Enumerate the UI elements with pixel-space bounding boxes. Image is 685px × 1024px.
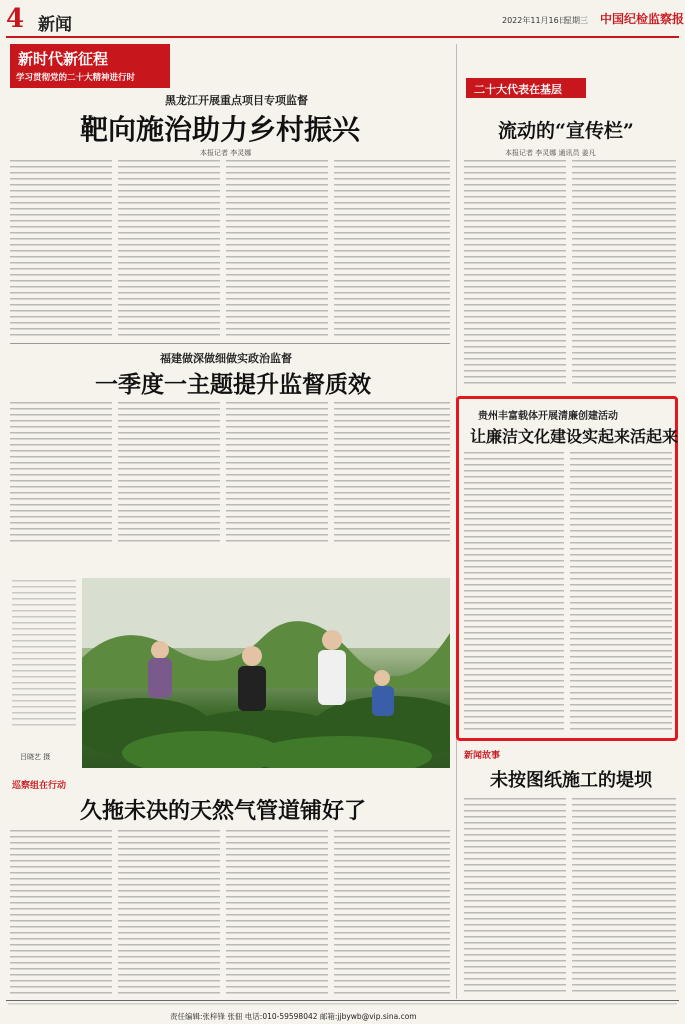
article-3-byline: 本报记者 李灵娜 通讯员 姜凡	[505, 149, 596, 157]
page-number: 4	[6, 4, 25, 34]
article-2-body-col-1	[10, 402, 112, 542]
article-1-body-col-4	[334, 160, 450, 338]
article-6-body-col-4	[334, 830, 450, 994]
issue-date: 2022年11月16日	[502, 16, 567, 25]
article-1-kicker: 黑龙江开展重点项目专项监督	[165, 94, 308, 107]
article-1-byline: 本报记者 李灵娜	[200, 149, 252, 157]
article-2-body-col-3	[226, 402, 328, 542]
banner-subtitle: 学习贯彻党的二十大精神进行时	[16, 73, 136, 83]
article-6-headline: 久拖未决的天然气管道铺好了	[80, 798, 367, 824]
photo-caption-text	[12, 580, 76, 730]
article-1-body-col-1	[10, 160, 112, 338]
article-4-body-col-2	[570, 452, 672, 732]
footer-rule	[6, 1000, 679, 1001]
article-3-headline: 流动的“宣传栏”	[498, 120, 634, 142]
article-1-body-col-3	[226, 160, 328, 338]
footer-editor-line: 责任编辑:张梓锋 张佃 电话:010-59598042 邮箱:jjbywb@vip.sina.com	[170, 1012, 417, 1021]
issue-weekday: 星期三	[564, 16, 588, 25]
article-6-body-col-2	[118, 830, 220, 994]
article-6-body-col-3	[226, 830, 328, 994]
article-5-body-col-2	[572, 798, 676, 994]
masthead-rule	[6, 36, 679, 38]
article-6-body-col-1	[10, 830, 112, 994]
article-2-headline: 一季度一主题提升监督质效	[95, 371, 371, 398]
photo-illustration	[82, 578, 450, 768]
article-2-body-col-4	[334, 402, 450, 542]
article-2-kicker: 福建做深做细做实政治监督	[160, 352, 292, 365]
article-4-body-col-1	[464, 452, 564, 732]
section-name: 新闻	[38, 15, 72, 35]
article-4-kicker: 贵州丰富载体开展清廉创建活动	[478, 411, 618, 422]
article-6-section-tag: 巡察组在行动	[12, 781, 67, 791]
article-4-headline: 让廉洁文化建设实起来活起来	[470, 427, 679, 446]
article-3-section-tag: 二十大代表在基层	[474, 83, 562, 96]
article-3-body-col-1	[464, 160, 566, 385]
article-5-section-tag: 新闻故事	[464, 751, 501, 761]
article-1-body-col-2	[118, 160, 220, 338]
footer-imprint	[8, 1003, 677, 1009]
divider-1	[10, 343, 450, 344]
article-1-headline: 靶向施治助力乡村振兴	[80, 113, 361, 146]
article-5-headline: 未按图纸施工的堤坝	[490, 770, 652, 791]
article-2-body-col-2	[118, 402, 220, 542]
article-5-body-col-1	[464, 798, 566, 994]
tea-garden-photo	[82, 578, 450, 768]
paper-name-logo: 中国纪检监察报	[600, 12, 685, 26]
article-3-body-col-2	[572, 160, 676, 385]
photo-caption-credit: 吕晓艺 摄	[20, 753, 51, 761]
banner-title: 新时代新征程	[18, 50, 109, 68]
